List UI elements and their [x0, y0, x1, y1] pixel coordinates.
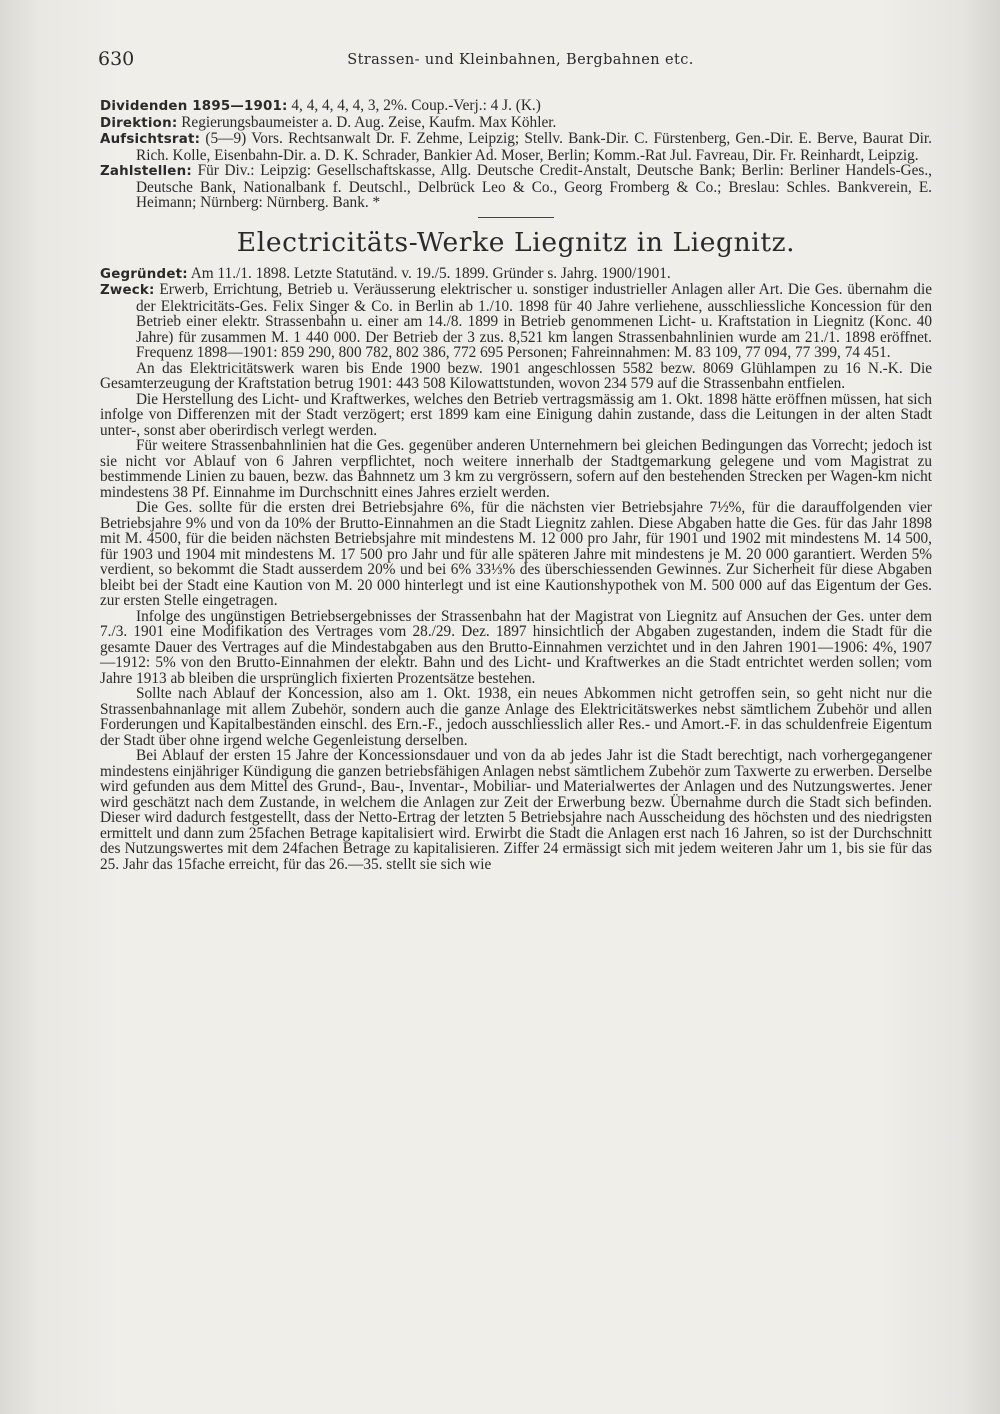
aufsichtsrat-label: Aufsichtsrat: [100, 132, 201, 147]
zweck-text: Erwerb, Errichtung, Betrieb u. Veräusserung elektrischer u. sonstiger industrieller Anlagen aller Art. Die Ges. übernahm die der Elektricitäts-Ges. Felix Singer & Co. in Berlin ab 1./10. 1898 für 40 Jahre verliehene, ausschliessliche Koncession für den Betrieb einer elektr. Strassenbahn u. einer am 14./8. 1899 in Betrieb genommenen Licht- u. Kraftstation in Liegnitz (Konc. 40 Jahre) für zusammen M. 1 440 000. Der Betrieb der 3 zus. 8,521 km langen Strassenbahnlinien wurde am 21./1. 1898 eröffnet. Frequenz 1898—1901: 859 290, 800 782, 802 386, 772 695 Personen; Fahreinnahmen: M. 83 109, 77 094, 77 399, 74 451. [136, 281, 932, 361]
direktion-label: Direktion: [100, 115, 178, 131]
dividenden-text: 4, 4, 4, 4, 4, 3, 2%. Coup.-Verj.: 4 J. (K.) [291, 97, 541, 114]
zahlstellen-label: Zahlstellen: [100, 164, 192, 179]
zweck-entry [100, 282, 932, 361]
gegruendet-text: Am 11./1. 1898. Letzte Statutänd. v. 19./5. 1899. Gründer s. Jahrg. 1900/1901. [190, 264, 671, 282]
direktion-text: Regierungsbaumeister a. D. Aug. Zeise, Kaufm. Max Köhler. [181, 113, 557, 131]
paragraph: Die Ges. sollte für die ersten drei Betriebsjahre 6%, für die nächsten vier Betriebsjahre 7½%, für die darauffolgenden vier Betriebsjahre 9% und von da 10% der Brutto-Einnahmen an die Stadt Liegnitz zahlen. Diese Abgaben hatte die Ges. für das Jahr 1898 mit M. 4500, für die beiden nächsten Betriebsjahre mit mindestens M. 12 000 pro Jahr, für 1901 und 1902 mit mindestens M. 14 500, für 1903 und 1904 mit mindestens M. 17 500 pro Jahr und für alle späteren Jahre mit mindestens je M. 20 000 garantiert. Werden 5% verdient, so bekommt die Stadt ausserdem 20% und bei 6% 33⅓% des überschiessenden Gewinnes. Zur Sicherheit für diese Abgaben bleibt bei der Stadt eine Kaution von M. 20 000 hinterlegt und ist eine Kautionshypothek von M. 500 000 auf das Eigentum der Ges. zur ersten Stelle eingetragen. [100, 499, 932, 609]
zahlstellen-entry [100, 163, 932, 211]
company-title: Electricitäts-Werke Liegnitz in Liegnitz. [236, 226, 796, 258]
paragraph: Sollte nach Ablauf der Koncession, also am 1. Okt. 1938, ein neues Abkommen nicht getroffen sein, so geht nicht nur die Strassenbahnanlage mit allem Zubehör, sondern auch die ganze Anlage des Elektricitätswerkes nebst sämtlichem Zubehör und allen Forderungen und Kapitalbeständen einschl. des Ern.-F., jedoch ausschliesslich aller Res.- und Amort.-F. in das schuldenfreie Eigentum der Stadt über ohne irgend welche Gegenleistung derselben. [100, 685, 932, 749]
direktion-entry [100, 115, 932, 132]
zahlstellen-text: Für Div.: Leipzig: Gesellschaftskasse, Allg. Deutsche Credit-Anstalt, Deutsche Bank; Berlin: Berliner Handels-Ges., Deutsche Bank, Nationalbank f. Deutschl., Delbrück Leo & Co., Georg Fromberg & Co.; Breslau: Schles. Bankverein, E. Heimann; Nürnberg: Nürnberg. Bank. * [136, 162, 932, 211]
page-header [98, 48, 943, 74]
gegruendet-entry [100, 266, 932, 283]
gegruendet-label: Gegründet: [100, 266, 188, 282]
paragraph: An das Elektricitätswerk waren bis Ende 1900 bezw. 1901 angeschlossen 5582 bezw. 8069 Glühlampen zu 16 N.-K. Die Gesamterzeugung der Kraftstation betrug 1901: 443 508 Kilowattstunden, wovon 234 579 auf die Strassenbahn entfielen. [100, 359, 932, 392]
paragraph: Die Herstellung des Licht- und Kraftwerkes, welches den Betrieb vertragsmässig am 1. Okt. 1898 hätte eröffnen müssen, hat sich infolge von Differenzen mit der Stadt verzögert; erst 1899 kam eine Einigung dahin zustande, dass die Leitungen in der alten Stadt unter-, sonst aber oberirdisch verlegt werden. [100, 390, 932, 439]
paragraph: Infolge des ungünstigen Betriebsergebnisses der Strassenbahn hat der Magistrat von Liegnitz auf Ansuchen der Ges. unter dem 7./3. 1901 eine Modifikation des Vertrages vom 28./29. Dez. 1897 hinsichtlich der Abgaben zugestanden, indem die Stadt für die gesamte Dauer des Vertrages auf die Mindestabgaben aus den Brutto-Einnahmen verzichtet und in den Jahren 1901—1906: 4%, 1907—1912: 5% von den Brutto-Einnahmen der elektr. Bahn und des Licht- und Kraftwerkes an die Stadt entrichtet werden sollen; vom Jahre 1913 ab bleiben die ursprünglich fixierten Prozentsätze bestehen. [100, 607, 932, 687]
paragraph: Bei Ablauf der ersten 15 Jahre der Koncessionsdauer und von da ab jedes Jahr ist die Stadt berechtigt, nach vorhergegangener mindestens einjähriger Kündigung die ganzen betriebsfähigen Anlagen nebst sämtlichem Zubehör zum Taxwerte zu erwerben. Derselbe wird gefunden aus dem Mittel des Grund-, Bau-, Inventar-, Mobiliar- und Materialwertes der Anlagen und des Nutzungswertes. Jener wird geschätzt nach dem Zustande, in welchem die Anlagen zur Zeit der Erwerbung bezw. Übernahme durch die Stadt sich befinden. Dieser wird dadurch festgestellt, dass der Netto-Ertrag der letzten 5 Betriebsjahre nach Ausscheidung des höchsten und des niedrigsten ermittelt und dann zum 25fachen Betrage kapitalisiert wird. Erwirbt die Stadt die Anlagen erst nach 16 Jahren, so ist der Durchschnitt des Nutzungswertes mit dem 24fachen Betrage zu kapitalisieren. Ziffer 24 ermässigt sich mit jedem weiteren Jahr um 1, bis sie für das 25. Jahr das 15fache erreicht, für das 26.—35. stellt sie sich wie [100, 747, 932, 873]
aufsichtsrat-text: (5—9) Vors. Rechtsanwalt Dr. F. Zehme, Leipzig; Stellv. Bank-Dir. C. Fürstenberg, Gen.-Dir. E. Berve, Baurat Dir. Rich. Kolle, Eisenbahn-Dir. a. D. K. Schrader, Bankier Ad. Moser, Berlin; Komm.-Rat Jul. Favreau, Dir. Fr. Reinhardt, Leipzig. [136, 130, 932, 164]
running-title: Strassen- und Kleinbahnen, Bergbahnen etc. [347, 52, 694, 68]
page-body [100, 98, 932, 872]
aufsichtsrat-entry [100, 131, 932, 163]
zweck-label: Zweck: [100, 283, 155, 298]
section-divider [478, 217, 554, 218]
page-number: 630 [98, 48, 135, 70]
paragraph: Für weitere Strassenbahnlinien hat die Ges. gegenüber anderen Unternehmern bei gleichen Bedingungen das Vorrecht; jedoch ist sie nicht vor Ablauf von 6 Jahren verpflichtet, noch weitere innerhalb der Stadtgemarkung gelegene und vom Magistrat zu bestimmende Linien zu bauen, bezw. das Bahnnetz um 3 km zu vergrössern, sofern auf den bestehenden Strecken per Wagen-km nicht mindestens 38 Pf. Einnahme im Durchschnitt eines Jahres erzielt werden. [100, 437, 932, 501]
dividenden-entry [100, 98, 932, 115]
dividenden-label: Dividenden 1895—1901: [100, 99, 288, 114]
